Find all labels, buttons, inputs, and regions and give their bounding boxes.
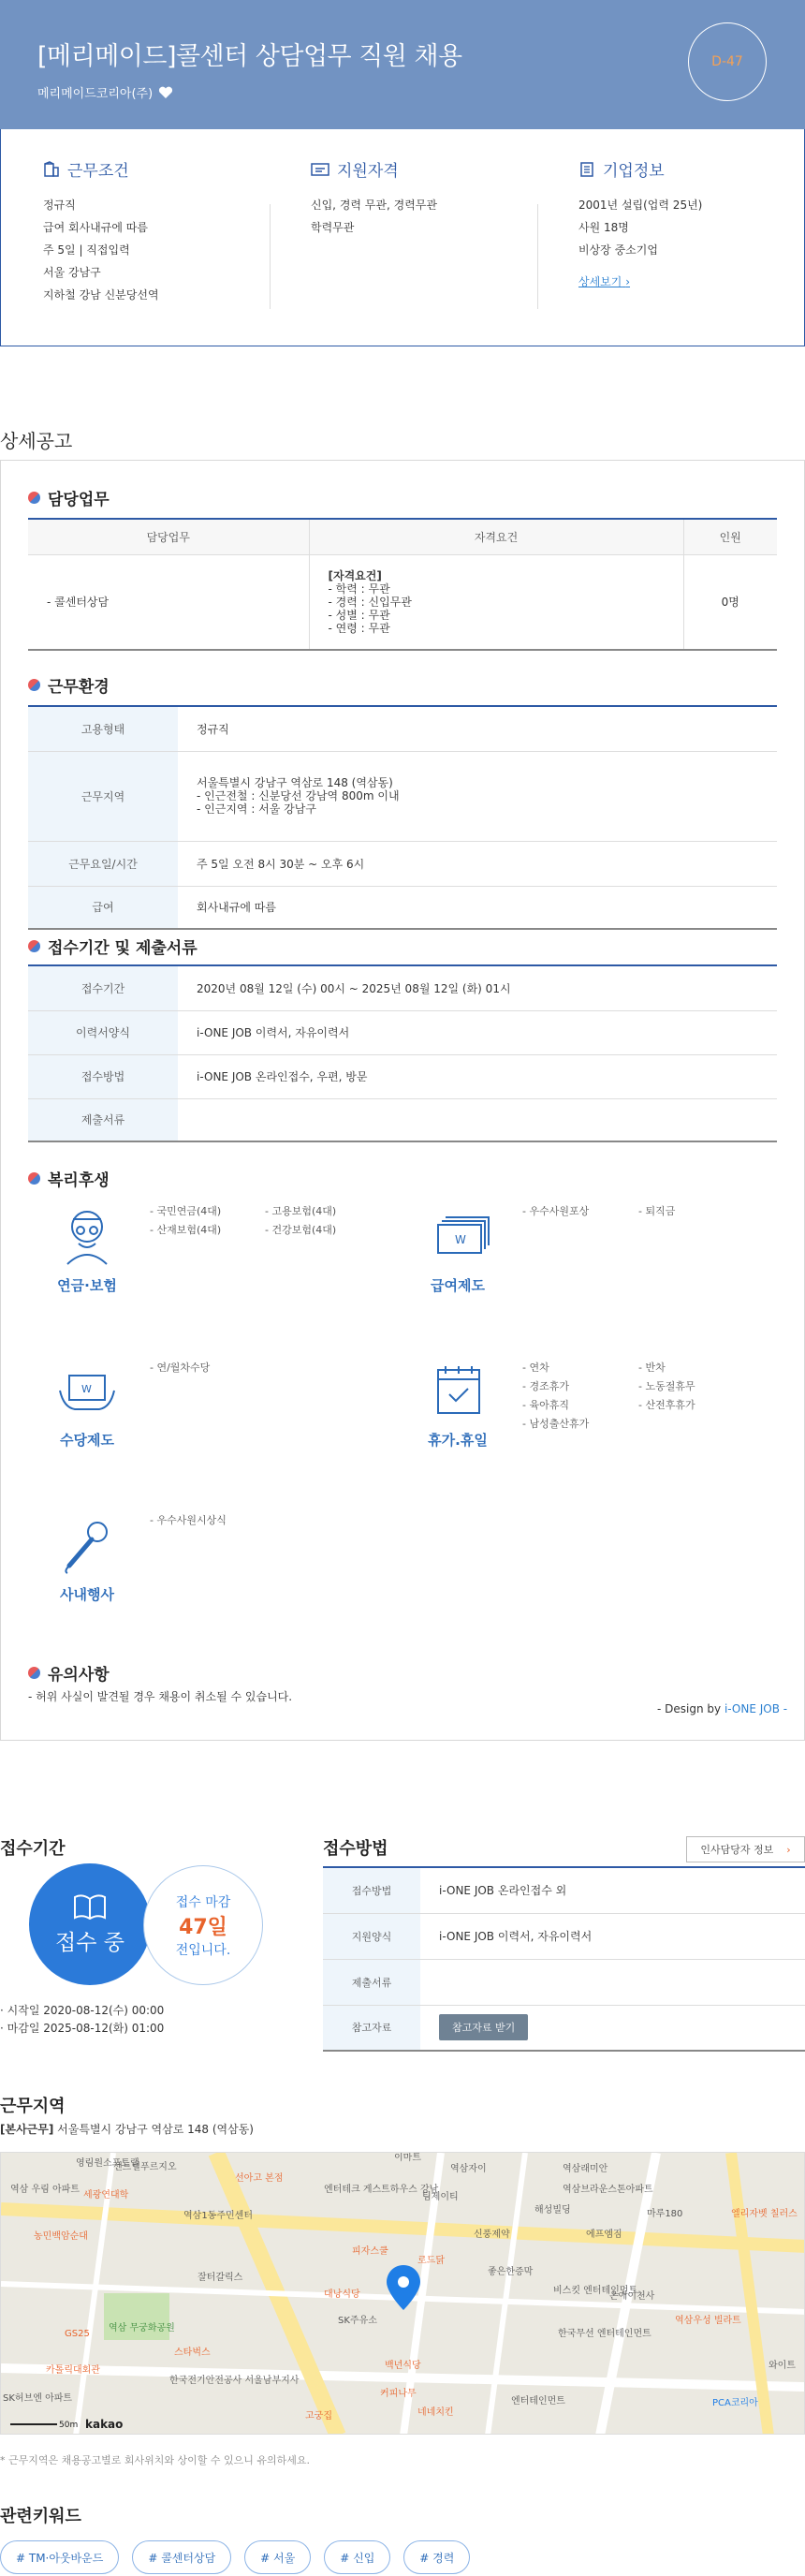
headcount-cell: 0명 [683, 554, 777, 650]
method-key: 참고자료 [323, 2005, 420, 2051]
map-label: 한국전기안전공사 서울남부지사 [169, 2376, 300, 2386]
map-label: 역삼 우림 아파트 [10, 2185, 80, 2195]
benefit-category [31, 1517, 143, 1604]
benefit-item: - 산전후휴가 [638, 1399, 695, 1411]
duty-section-heading [28, 486, 110, 509]
company-detail-link-label[interactable]: 상세보기 [578, 275, 622, 288]
table-row [28, 554, 777, 650]
map-label: 팀제이티 [422, 2192, 459, 2202]
duty-cell: - 콜센터상담 [28, 554, 309, 650]
map-label: 와이트 [768, 2361, 796, 2371]
location-address-row [0, 2121, 254, 2137]
duty-table [28, 518, 777, 651]
benefit-item: - 퇴직금 [638, 1205, 676, 1217]
benefit-label: 사내행사 [60, 1586, 114, 1603]
env-key: 급여 [28, 886, 178, 929]
map-label: 피자스쿨 [352, 2246, 388, 2257]
duty-header: 인원 [683, 519, 777, 554]
pension-icon [54, 1208, 120, 1266]
apply-value [178, 1098, 777, 1141]
benefit-label: 수당제도 [60, 1432, 114, 1449]
summary-conditions-title: 근무조건 [67, 162, 129, 181]
env-value [178, 751, 777, 841]
benefit-items [265, 1202, 377, 1240]
env-value-line: - 인근전철 : 신분당선 강남역 800m 이내 [197, 789, 400, 802]
summary-qualifications-title: 지원자격 [337, 162, 399, 181]
summary-item: 지하철 강남 신분당선역 [43, 288, 159, 302]
map-label: 스타벅스 [174, 2348, 211, 2358]
method-value [420, 1959, 805, 2005]
end-date: · 마감일 2025-08-12(화) 01:00 [0, 2022, 165, 2035]
apply-table [28, 964, 777, 1142]
env-title: 근무환경 [48, 678, 110, 697]
apply-value: i-ONE JOB 온라인접수, 우편, 방문 [178, 1054, 777, 1098]
map-label: SK주유소 [338, 2316, 377, 2326]
notice-text: - 허위 사실이 발견될 경우 채용이 취소될 수 있습니다. [28, 1690, 293, 1703]
summary-item: 서울 강남구 [43, 266, 101, 279]
summary-company [578, 157, 702, 293]
method-value [420, 2005, 805, 2051]
company-name-row [37, 83, 173, 101]
method-table [323, 1866, 805, 2052]
apply-key: 제출서류 [28, 1098, 178, 1141]
method-title: 접수방법 [323, 1839, 388, 1859]
requirements-heading: [자격요건] [328, 568, 382, 582]
map-label: 엔터테인먼트 [511, 2396, 565, 2407]
map-label: 잘터갈릭스 [198, 2273, 243, 2283]
start-date: · 시작일 2020-08-12(수) 00:00 [0, 2004, 165, 2017]
benefit-items [638, 1359, 751, 1415]
duty-header: 자격요건 [309, 519, 683, 554]
map-label: 대낭식당 [324, 2289, 360, 2300]
map-label: GS25 [65, 2329, 90, 2339]
company-detail-link[interactable] [578, 271, 702, 293]
apply-key: 이력서양식 [28, 1010, 178, 1054]
benefit-item: - 우수사원시상식 [150, 1514, 227, 1526]
requirement-line: - 연령 : 무관 [328, 621, 390, 635]
env-table [28, 705, 777, 930]
env-value: 정규직 [178, 706, 777, 751]
status-circle [29, 1863, 151, 1985]
benefit-items [150, 1202, 262, 1240]
keyword-chip[interactable]: # 신입 [324, 2540, 390, 2574]
map-label: 선아고 본점 [235, 2173, 284, 2184]
duty-header: 담당업무 [28, 519, 309, 554]
benefit-items [150, 1511, 281, 1530]
table-row [323, 2005, 805, 2051]
hr-info-button-label: 인사담당자 정보 [700, 1844, 774, 1856]
map-label: 농민백암순대 [34, 2231, 88, 2242]
benefit-item: - 반차 [638, 1362, 666, 1374]
env-key: 근무요일/시간 [28, 841, 178, 886]
deadline-circle [143, 1865, 263, 1985]
chevron-right-icon: › [786, 1843, 791, 1856]
map-label: 엘리자벳 칠러스 [731, 2209, 798, 2219]
summary-item: 사원 18명 [578, 221, 629, 234]
benefit-items [150, 1359, 262, 1377]
benefit-item: - 우수사원포상 [522, 1205, 590, 1217]
map-note: * 근무지역은 채용공고별로 회사위치와 상이할 수 있으니 유의하세요. [0, 2454, 310, 2466]
env-key: 근무지역 [28, 751, 178, 841]
building-icon [43, 161, 60, 178]
apply-title: 접수기간 및 제출서류 [48, 939, 198, 958]
map-scale: 50m [59, 2421, 79, 2430]
map-label: 비스킷 엔터테인먼트 [553, 2286, 638, 2296]
id-card-icon [311, 162, 329, 177]
benefit-items [522, 1359, 635, 1434]
notice-title: 유의사항 [48, 1666, 110, 1685]
map-brand: kakao [85, 2418, 124, 2431]
map-label: 커피나무 [380, 2389, 417, 2399]
map-label: 네네치킨 [417, 2407, 454, 2418]
apply-key: 접수방법 [28, 1054, 178, 1098]
map-label: 고궁집 [305, 2411, 332, 2421]
table-row [323, 1959, 805, 2005]
benefit-item: - 연차 [522, 1362, 549, 1374]
deadline-bottom: 전입니다. [175, 1942, 231, 1958]
table-row [28, 886, 777, 929]
keyword-chip[interactable]: # 서울 [244, 2540, 311, 2574]
map-label: 역삼1동주민센터 [183, 2211, 253, 2221]
benefit-items [522, 1202, 635, 1221]
map-label: 백년식당 [385, 2361, 421, 2371]
heart-icon[interactable] [158, 86, 173, 99]
benefit-item: - 경조휴가 [522, 1380, 569, 1392]
benefit-label: 휴가.휴일 [428, 1432, 488, 1449]
section-dot-icon [28, 492, 40, 504]
map-label: 온애이천사 [609, 2291, 655, 2302]
map-label: 에프엠짐 [586, 2230, 622, 2240]
benefit-category [31, 1362, 143, 1450]
requirements-cell [309, 554, 683, 650]
status-text: 접수 중 [55, 1930, 124, 1955]
book-icon [73, 1893, 107, 1920]
benefit-item: - 고용보험(4대) [265, 1205, 337, 1217]
design-by-brand[interactable]: i-ONE JOB - [724, 1702, 788, 1715]
map-label: SK허브엔 아파트 [3, 2393, 73, 2404]
summary-divider [537, 204, 538, 309]
requirement-line: - 학력 : 무관 [328, 581, 390, 596]
apply-section-heading [28, 935, 198, 958]
table-row [28, 751, 777, 841]
benefit-category [402, 1362, 514, 1450]
benefit-item: - 육아휴직 [522, 1399, 569, 1411]
benefit-item: - 건강보험(4대) [265, 1224, 337, 1236]
location-address: 서울특별시 강남구 역삼로 148 (역삼동) [57, 2123, 254, 2136]
summary-item: 급여 회사내규에 따름 [43, 221, 148, 234]
benefit-item: - 연/월차수당 [150, 1362, 211, 1374]
download-reference-button[interactable]: 참고자료 받기 [439, 2014, 528, 2040]
map-label: 세광연대학 [83, 2190, 129, 2201]
keyword-chip[interactable]: # 경력 [403, 2540, 470, 2574]
section-dot-icon [28, 1667, 40, 1679]
hr-info-button[interactable] [686, 1836, 805, 1862]
map-label: 한국무선 엔터테인먼트 [558, 2329, 651, 2339]
map-label: 역삼브라운스톤아파트 [563, 2185, 653, 2195]
table-row [323, 1867, 805, 1913]
duty-title: 담당업무 [48, 491, 110, 509]
map-label: 마루180 [647, 2209, 683, 2219]
benefit-category [402, 1208, 514, 1295]
section-dot-icon [28, 940, 40, 952]
map-label: 카톨릭대회관 [46, 2365, 100, 2376]
env-key: 고용형태 [28, 706, 178, 751]
summary-item: 학력무관 [311, 221, 355, 234]
summary-company-title: 기업정보 [603, 162, 665, 181]
env-section-heading [28, 673, 110, 697]
summary-item: 비상장 중소기업 [578, 243, 658, 257]
map-label: 이마트 [394, 2153, 421, 2163]
apply-value: 2020년 08월 12일 (수) 00시 ~ 2025년 08월 12일 (화) 01시 [178, 965, 777, 1010]
env-value-line: 서울특별시 강남구 역삼로 148 (역삼동) [197, 776, 393, 789]
summary-conditions [43, 157, 159, 306]
benefit-label: 연금·보험 [57, 1277, 117, 1294]
map-label: 센트럴푸르지오 [113, 2162, 177, 2172]
method-key: 지원양식 [323, 1913, 420, 1959]
salary-icon [425, 1208, 490, 1266]
method-value: i-ONE JOB 이력서, 자유이력서 [420, 1913, 805, 1959]
summary-item: 신입, 경력 무관, 경력무관 [311, 199, 437, 212]
allowance-icon [54, 1362, 120, 1420]
benefit-item: - 노동절휴무 [638, 1380, 695, 1392]
method-key: 접수방법 [323, 1867, 420, 1913]
location-label: [본사근무] [0, 2123, 54, 2136]
keyword-list [0, 2540, 470, 2574]
env-value: 주 5일 오전 8시 30분 ~ 오후 6시 [178, 841, 777, 886]
table-row [28, 1010, 777, 1054]
map-label: 역삼래미안 [563, 2164, 608, 2174]
apply-value: i-ONE JOB 이력서, 자유이력서 [178, 1010, 777, 1054]
summary-item: 정규직 [43, 199, 76, 212]
map-label: 좋은한증막 [488, 2267, 534, 2277]
benefit-item: - 남성출산휴가 [522, 1418, 590, 1430]
summary-qualifications [311, 157, 437, 239]
map-label: 엔터테크 게스트하우스 강남 [324, 2185, 439, 2195]
benefits-title: 복리후생 [48, 1171, 110, 1190]
summary-item: 주 5일 | 직접입력 [43, 243, 130, 257]
detail-section-title: 상세공고 [0, 430, 73, 452]
svg-text:W: W [81, 1383, 92, 1395]
benefit-item: - 국민연금(4대) [150, 1205, 222, 1217]
company-name[interactable]: 메리메이드코리아(주) [37, 87, 154, 101]
map-label: 영림원소프트랩 [76, 2158, 139, 2169]
table-row [28, 965, 777, 1010]
deadline-days: 47일 [179, 1915, 227, 1939]
company-icon [578, 161, 595, 178]
table-row [28, 1098, 777, 1141]
map-label: 해성빌딩 [534, 2205, 571, 2215]
keyword-chip[interactable]: # TM·아웃바운드 [0, 2540, 119, 2574]
period-title: 접수기간 [0, 1839, 66, 1859]
benefit-items [638, 1202, 751, 1221]
table-row [28, 1054, 777, 1098]
table-row [28, 841, 777, 886]
map-label: 신풍제약 [474, 2230, 510, 2240]
keywords-title: 관련키워드 [0, 2507, 81, 2526]
location-map[interactable] [0, 2152, 805, 2435]
table-row [28, 706, 777, 751]
summary-item: 2001년 설립(업력 25년) [578, 199, 703, 212]
notice-section-heading [28, 1661, 110, 1685]
map-label: 역삼자이 [450, 2164, 487, 2174]
calendar-icon [425, 1362, 490, 1420]
benefit-item: - 산재보험(4대) [150, 1224, 222, 1236]
map-label: 역삼우성 빌라트 [675, 2316, 741, 2326]
benefits-section-heading [28, 1167, 110, 1190]
apply-key: 접수기간 [28, 965, 178, 1010]
design-by [657, 1702, 787, 1715]
map-canvas[interactable] [1, 2153, 805, 2435]
location-title: 근무지역 [0, 2097, 66, 2116]
map-label: PCA코리아 [712, 2398, 758, 2408]
microphone-icon [54, 1517, 120, 1575]
env-value-line: - 인근지역 : 서울 강남구 [197, 802, 316, 816]
section-dot-icon [28, 1172, 40, 1185]
requirement-line: - 성별 : 무관 [328, 608, 390, 622]
summary-divider [270, 204, 271, 309]
method-value: i-ONE JOB 온라인접수 외 [420, 1867, 805, 1913]
dday-badge: D-47 [688, 22, 767, 101]
svg-text:W: W [455, 1233, 466, 1246]
keyword-chip[interactable]: # 콜센터상담 [132, 2540, 231, 2574]
env-value: 회사내규에 따름 [178, 886, 777, 929]
deadline-top: 접수 마감 [175, 1894, 231, 1910]
method-key: 제출서류 [323, 1959, 420, 2005]
chevron-right-icon: › [625, 275, 631, 288]
table-row [323, 1913, 805, 1959]
map-label: 로드닭 [417, 2256, 445, 2266]
benefit-category [31, 1208, 143, 1295]
design-by-prefix: - Design by [657, 1702, 722, 1715]
map-label: 역삼 무궁화공원 [109, 2323, 175, 2333]
job-title: [메리메이드]콜센터 상담업무 직원 채용 [37, 42, 462, 71]
requirement-line: - 경력 : 신입무관 [328, 595, 412, 609]
section-dot-icon [28, 679, 40, 691]
benefit-label: 급여제도 [431, 1277, 485, 1294]
